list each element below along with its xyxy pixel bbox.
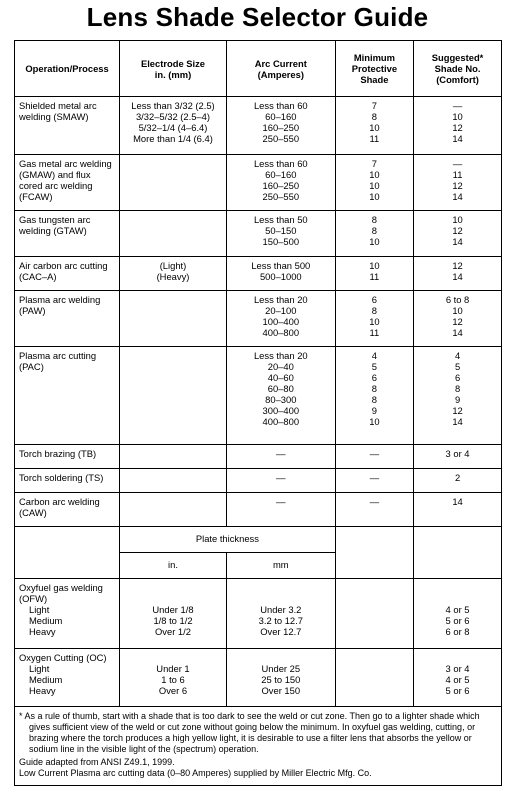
plate-in-cell bbox=[120, 579, 227, 649]
electrode-size-cell-line: (Heavy) bbox=[156, 271, 190, 282]
suggested-shade-cell-line: 6 or 8 bbox=[445, 626, 470, 637]
arc-current-cell-line: Less than 50 bbox=[253, 214, 308, 225]
plate-in-cell-line: Over 1/2 bbox=[155, 626, 191, 637]
plate-in-cell-line: Under 1 bbox=[156, 663, 190, 674]
suggested-shade-cell bbox=[414, 579, 502, 649]
minimum-shade-cell bbox=[335, 291, 413, 347]
header-electrode-size: Electrode Size in. (mm) bbox=[120, 41, 227, 97]
electrode-size-cell-line: (Light) bbox=[159, 260, 187, 271]
arc-current-cell-line: 300–400 bbox=[262, 405, 300, 416]
suggested-shade-cell-line: 10 bbox=[452, 305, 463, 316]
suggested-shade-cell-line: 12 bbox=[452, 225, 463, 236]
arc-current-cell bbox=[226, 291, 335, 347]
oxy-sub-label: Medium bbox=[29, 615, 63, 626]
suggested-shade-cell-line: 9 bbox=[454, 394, 461, 405]
footnote-source-miller: Low Current Plasma arc cutting data (0–80 Amperes) supplied by Miller Electric Mfg. Co. bbox=[19, 768, 372, 778]
suggested-shade-cell-line: 8 bbox=[454, 383, 461, 394]
suggested-shade-cell-line: 14 bbox=[452, 133, 463, 144]
suggested-shade-cell bbox=[414, 211, 502, 257]
minimum-shade-cell-line: 10 bbox=[369, 416, 380, 427]
electrode-size-cell bbox=[120, 347, 227, 445]
plate-in-label: in. bbox=[120, 553, 227, 579]
electrode-size-cell bbox=[120, 493, 227, 527]
suggested-shade-cell-line: 14 bbox=[452, 496, 463, 507]
minimum-shade-cell-line: 6 bbox=[371, 372, 378, 383]
minimum-shade-cell bbox=[335, 257, 413, 291]
arc-current-cell-line: 160–250 bbox=[262, 122, 300, 133]
arc-current-cell-line: 400–800 bbox=[262, 327, 300, 338]
arc-current-cell-line: 160–250 bbox=[262, 180, 300, 191]
arc-current-cell bbox=[226, 97, 335, 155]
arc-current-cell-line: Less than 20 bbox=[253, 294, 308, 305]
suggested-shade-cell-line: 5 or 6 bbox=[445, 615, 470, 626]
process-name: Gas metal arc welding (GMAW) and flux cored arc welding (FCAW) bbox=[15, 155, 120, 211]
plate-mm-cell-line: 3.2 to 12.7 bbox=[258, 615, 303, 626]
oxy-process-row bbox=[15, 579, 502, 649]
suggested-shade-cell-line: 4 bbox=[454, 350, 461, 361]
suggested-shade-cell bbox=[414, 257, 502, 291]
page-title: Lens Shade Selector Guide bbox=[86, 2, 429, 32]
plate-mm-cell-line: Under 3.2 bbox=[260, 604, 302, 615]
suggested-shade-cell-line: 6 to 8 bbox=[445, 294, 470, 305]
minimum-shade-cell bbox=[335, 493, 413, 527]
minimum-shade-cell-line: 5 bbox=[371, 361, 378, 372]
suggested-shade-cell bbox=[414, 469, 502, 493]
suggested-shade-cell-line: 14 bbox=[452, 416, 463, 427]
plate-in-cell bbox=[120, 649, 227, 707]
minimum-shade-cell-line: 10 bbox=[369, 122, 380, 133]
header-minimum-shade: Minimum Protective Shade bbox=[335, 41, 413, 97]
process-name: Plasma arc welding (PAW) bbox=[15, 291, 120, 347]
plate-in-cell-line: Under 1/8 bbox=[152, 604, 194, 615]
minimum-shade-cell bbox=[335, 347, 413, 445]
suggested-shade-cell-line: 5 bbox=[454, 361, 461, 372]
suggested-shade-cell-line: 4 or 5 bbox=[445, 604, 470, 615]
minimum-shade-cell-line: 8 bbox=[371, 305, 378, 316]
oxy-sub-label: Light bbox=[29, 663, 50, 674]
plate-mm-cell-line: Under 25 bbox=[261, 663, 301, 674]
arc-current-cell-line: 400–800 bbox=[262, 416, 300, 427]
minimum-shade-cell-line: 7 bbox=[371, 158, 378, 169]
process-row bbox=[15, 155, 502, 211]
process-name: Carbon arc welding (CAW) bbox=[15, 493, 120, 527]
process-row bbox=[15, 445, 502, 469]
suggested-shade-cell-line: — bbox=[452, 100, 463, 111]
plate-mm-cell bbox=[226, 579, 335, 649]
plate-mm-cell-line: 25 to 150 bbox=[261, 674, 301, 685]
oxy-process-name: Oxygen Cutting (OC) bbox=[19, 652, 107, 663]
header-operation: Operation/Process bbox=[15, 41, 120, 97]
process-name: Gas tungsten arc welding (GTAW) bbox=[15, 211, 120, 257]
suggested-shade-cell-line: 10 bbox=[452, 111, 463, 122]
oxy-process-row bbox=[15, 649, 502, 707]
oxy-process-cell bbox=[15, 579, 120, 649]
suggested-shade-cell bbox=[414, 493, 502, 527]
minimum-shade-cell-line: — bbox=[369, 472, 380, 483]
minimum-shade-cell bbox=[335, 211, 413, 257]
minimum-shade-cell-line: 10 bbox=[369, 169, 380, 180]
electrode-size-cell-line: More than 1/4 (6.4) bbox=[133, 133, 213, 144]
suggested-shade-cell-line: 14 bbox=[452, 271, 463, 282]
arc-current-cell bbox=[226, 155, 335, 211]
suggested-shade-cell bbox=[414, 649, 502, 707]
suggested-shade-cell-line: 5 or 6 bbox=[445, 685, 470, 696]
electrode-size-cell-line: 3/32–5/32 (2.5–4) bbox=[135, 111, 210, 122]
suggested-shade-cell-line: 12 bbox=[452, 260, 463, 271]
electrode-size-cell bbox=[120, 257, 227, 291]
process-rows bbox=[15, 97, 502, 527]
arc-current-cell-line: 20–100 bbox=[265, 305, 297, 316]
arc-current-cell-line: — bbox=[276, 496, 286, 507]
suggested-shade-cell-line: 6 bbox=[454, 372, 461, 383]
electrode-size-cell bbox=[120, 155, 227, 211]
plate-thickness-header-row bbox=[15, 527, 502, 553]
arc-current-cell-line: — bbox=[276, 448, 286, 459]
minimum-shade-cell-line: 10 bbox=[369, 180, 380, 191]
minimum-shade-cell bbox=[335, 649, 413, 707]
minimum-shade-cell-line: 8 bbox=[371, 394, 378, 405]
minimum-shade-cell-line: 11 bbox=[369, 327, 380, 338]
suggested-shade-cell-line: 14 bbox=[452, 191, 463, 202]
plate-blank-cell bbox=[414, 527, 502, 579]
minimum-shade-cell-line: 11 bbox=[369, 271, 380, 282]
suggested-shade-cell-line: 11 bbox=[452, 169, 463, 180]
arc-current-cell-line: 100–400 bbox=[262, 316, 300, 327]
process-name: Torch brazing (TB) bbox=[15, 445, 120, 469]
plate-thickness-label: Plate thickness bbox=[120, 527, 336, 553]
process-row bbox=[15, 347, 502, 445]
minimum-shade-cell bbox=[335, 97, 413, 155]
oxy-sub-label: Heavy bbox=[29, 685, 56, 696]
process-name: Torch soldering (TS) bbox=[15, 469, 120, 493]
process-row bbox=[15, 291, 502, 347]
arc-current-cell-line: 250–550 bbox=[262, 133, 300, 144]
suggested-shade-cell-line: 12 bbox=[452, 405, 463, 416]
electrode-size-cell-line: Less than 3/32 (2.5) bbox=[131, 100, 215, 111]
oxy-sub-label: Heavy bbox=[29, 626, 56, 637]
arc-current-cell-line: 60–160 bbox=[265, 169, 297, 180]
arc-current-cell-line: Less than 500 bbox=[251, 260, 311, 271]
minimum-shade-cell-line: 8 bbox=[371, 225, 378, 236]
footnote-note: * As a rule of thumb, start with a shade that is too dark to see the weld or cut zone. Then go to a lighter shade which gives sufficient view of the weld or cut zone without going below the minimum. In oxyfuel gas welding, cutting, or brazing where the torch produces a high yellow light, it is desirable to use a filter lens that absorbs the yellow or sodium line in the visible light of the (spectrum) operation. bbox=[19, 711, 480, 754]
suggested-shade-cell bbox=[414, 347, 502, 445]
shade-selector-table bbox=[14, 40, 502, 707]
suggested-shade-cell-line: 3 or 4 bbox=[445, 448, 470, 459]
minimum-shade-cell-line: 10 bbox=[369, 260, 380, 271]
process-row bbox=[15, 257, 502, 291]
minimum-shade-cell-line: 11 bbox=[369, 133, 380, 144]
minimum-shade-cell-line: 4 bbox=[371, 350, 378, 361]
minimum-shade-cell bbox=[335, 579, 413, 649]
suggested-shade-cell-line: 12 bbox=[452, 316, 463, 327]
minimum-shade-cell bbox=[335, 445, 413, 469]
arc-current-cell-line: Less than 60 bbox=[253, 158, 308, 169]
process-name: Air carbon arc cutting (CAC–A) bbox=[15, 257, 120, 291]
arc-current-cell bbox=[226, 347, 335, 445]
electrode-size-cell bbox=[120, 469, 227, 493]
oxy-process-name: Oxyfuel gas welding (OFW) bbox=[19, 582, 103, 604]
process-row bbox=[15, 97, 502, 155]
suggested-shade-cell bbox=[414, 445, 502, 469]
suggested-shade-cell-line: 4 or 5 bbox=[445, 674, 470, 685]
plate-mm-cell bbox=[226, 649, 335, 707]
oxy-process-cell bbox=[15, 649, 120, 707]
suggested-shade-cell-line: 12 bbox=[452, 180, 463, 191]
suggested-shade-cell-line: 10 bbox=[452, 214, 463, 225]
suggested-shade-cell bbox=[414, 291, 502, 347]
plate-in-cell-line: 1/8 to 1/2 bbox=[153, 615, 193, 626]
plate-in-cell-line: 1 to 6 bbox=[161, 674, 185, 685]
arc-current-cell-line: 250–550 bbox=[262, 191, 300, 202]
minimum-shade-cell-line: 10 bbox=[369, 236, 380, 247]
minimum-shade-cell-line: 6 bbox=[371, 294, 378, 305]
minimum-shade-cell-line: 9 bbox=[371, 405, 378, 416]
minimum-shade-cell-line: 10 bbox=[369, 191, 380, 202]
suggested-shade-cell-line: 2 bbox=[454, 472, 461, 483]
process-name: Plasma arc cutting (PAC) bbox=[15, 347, 120, 445]
arc-current-cell-line: 60–160 bbox=[265, 111, 297, 122]
minimum-shade-cell bbox=[335, 155, 413, 211]
minimum-shade-cell-line: 8 bbox=[371, 214, 378, 225]
arc-current-cell-line: 80–300 bbox=[265, 394, 297, 405]
arc-current-cell bbox=[226, 257, 335, 291]
electrode-size-cell bbox=[120, 445, 227, 469]
footnote-box bbox=[14, 706, 502, 786]
oxy-rows bbox=[15, 527, 502, 707]
minimum-shade-cell-line: 8 bbox=[371, 383, 378, 394]
oxy-sub-label: Medium bbox=[29, 674, 63, 685]
arc-current-cell-line: — bbox=[276, 472, 286, 483]
suggested-shade-cell bbox=[414, 155, 502, 211]
arc-current-cell-line: 40–60 bbox=[267, 372, 294, 383]
process-row bbox=[15, 469, 502, 493]
process-row bbox=[15, 211, 502, 257]
suggested-shade-cell-line: 12 bbox=[452, 122, 463, 133]
arc-current-cell bbox=[226, 493, 335, 527]
minimum-shade-cell-line: 8 bbox=[371, 111, 378, 122]
arc-current-cell bbox=[226, 445, 335, 469]
process-row bbox=[15, 493, 502, 527]
oxy-sub-label: Light bbox=[29, 604, 50, 615]
plate-mm-cell-line: Over 12.7 bbox=[260, 626, 302, 637]
minimum-shade-cell-line: — bbox=[369, 448, 380, 459]
footnote-source-ansi: Guide adapted from ANSI Z49.1, 1999. bbox=[19, 757, 175, 767]
arc-current-cell-line: 60–80 bbox=[267, 383, 294, 394]
arc-current-cell-line: 150–500 bbox=[262, 236, 300, 247]
suggested-shade-cell-line: 14 bbox=[452, 327, 463, 338]
suggested-shade-cell bbox=[414, 97, 502, 155]
plate-blank-cell bbox=[15, 527, 120, 579]
arc-current-cell bbox=[226, 211, 335, 257]
plate-in-cell-line: Over 6 bbox=[158, 685, 188, 696]
plate-mm-label: mm bbox=[226, 553, 335, 579]
electrode-size-cell-line: 5/32–1/4 (4–6.4) bbox=[138, 122, 208, 133]
plate-blank-cell bbox=[335, 527, 413, 579]
arc-current-cell-line: Less than 20 bbox=[253, 350, 308, 361]
header-row bbox=[15, 41, 502, 97]
plate-mm-cell-line: Over 150 bbox=[261, 685, 301, 696]
process-name: Shielded metal arc welding (SMAW) bbox=[15, 97, 120, 155]
minimum-shade-cell-line: — bbox=[369, 496, 380, 507]
arc-current-cell bbox=[226, 469, 335, 493]
minimum-shade-cell-line: 10 bbox=[369, 316, 380, 327]
suggested-shade-cell-line: 3 or 4 bbox=[445, 663, 470, 674]
header-arc-current: Arc Current (Amperes) bbox=[226, 41, 335, 97]
electrode-size-cell bbox=[120, 211, 227, 257]
arc-current-cell-line: 500–1000 bbox=[259, 271, 302, 282]
electrode-size-cell bbox=[120, 97, 227, 155]
suggested-shade-cell-line: — bbox=[452, 158, 463, 169]
arc-current-cell-line: Less than 60 bbox=[253, 100, 308, 111]
minimum-shade-cell bbox=[335, 469, 413, 493]
electrode-size-cell bbox=[120, 291, 227, 347]
arc-current-cell-line: 50–150 bbox=[265, 225, 297, 236]
minimum-shade-cell-line: 7 bbox=[371, 100, 378, 111]
arc-current-cell-line: 20–40 bbox=[267, 361, 294, 372]
header-suggested-shade: Suggested* Shade No. (Comfort) bbox=[414, 41, 502, 97]
suggested-shade-cell-line: 14 bbox=[452, 236, 463, 247]
